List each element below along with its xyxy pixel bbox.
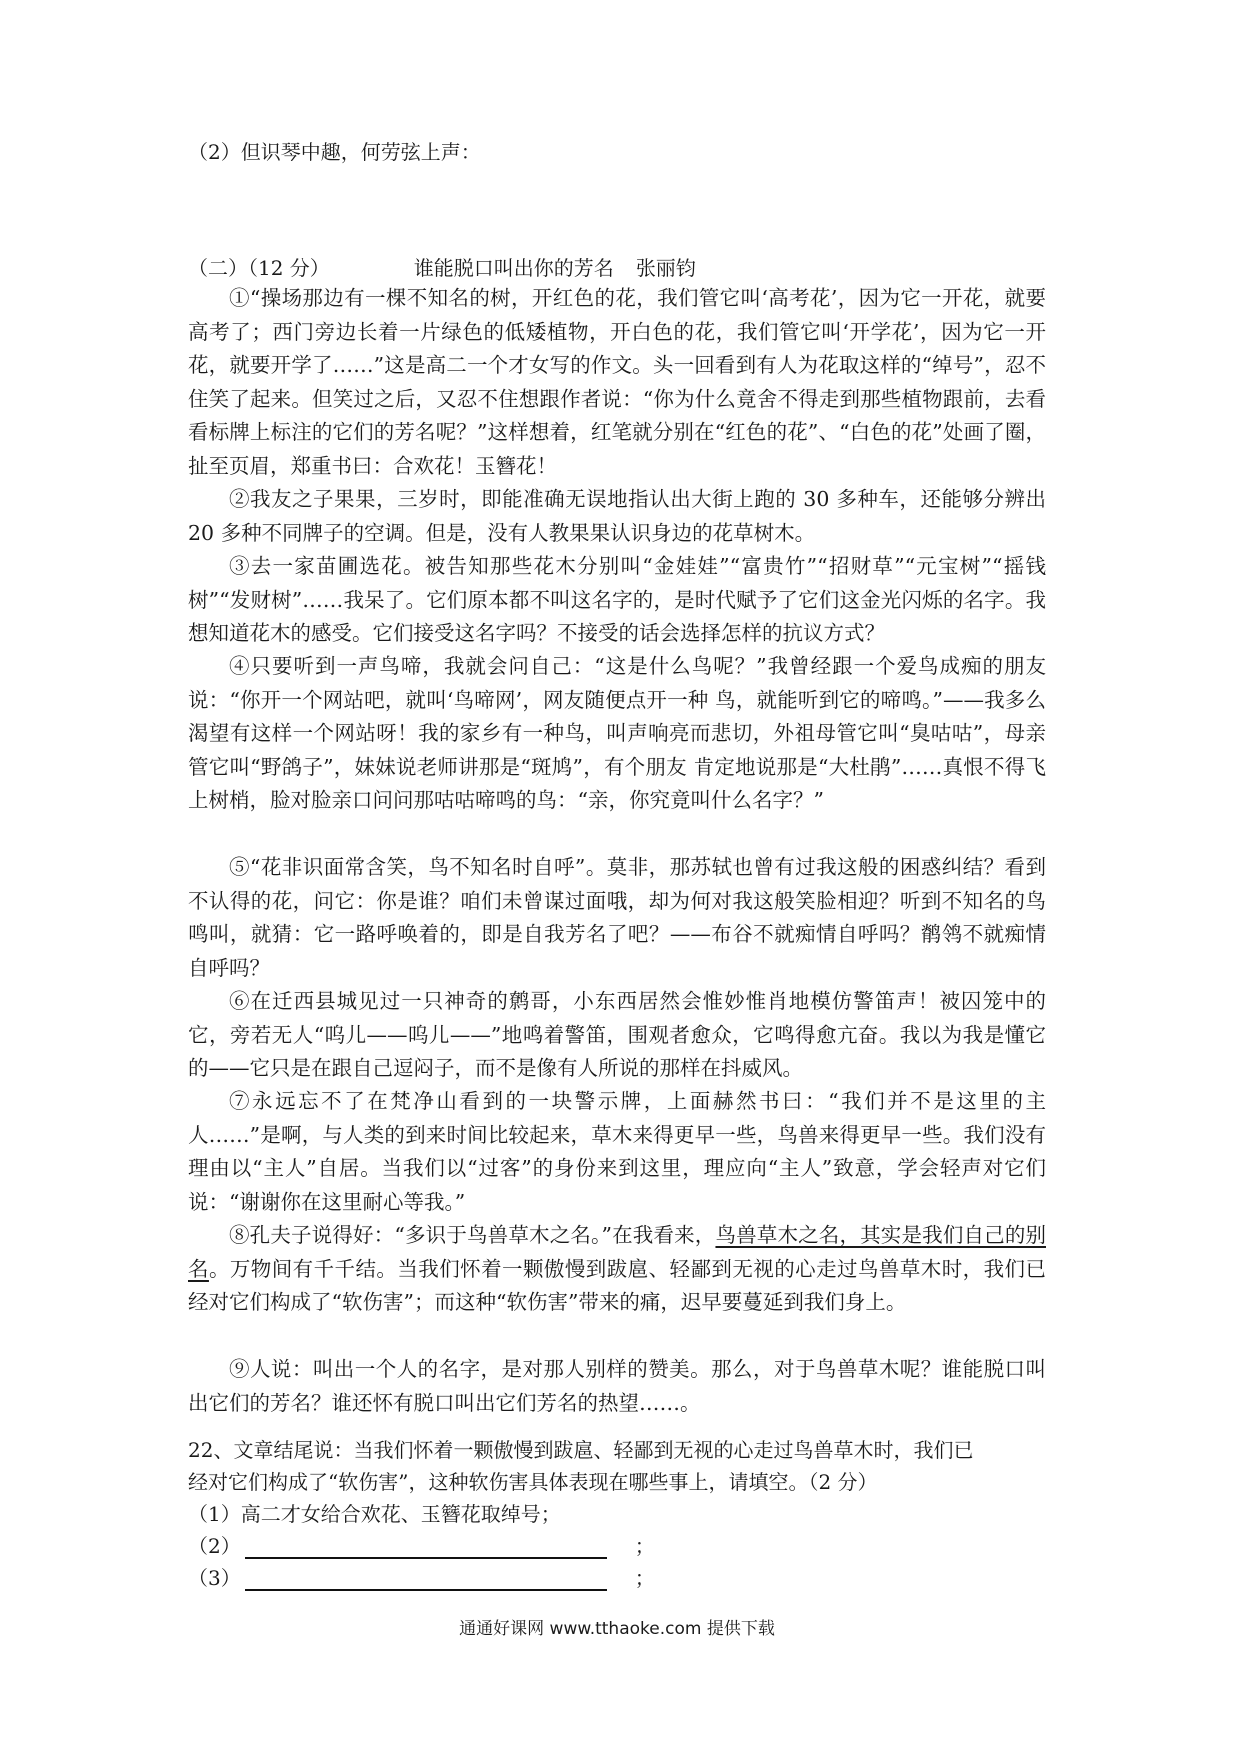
question-22-item-3 — [188, 1562, 655, 1594]
item-2-label: （2） — [188, 1534, 241, 1558]
item-3-label: （3） — [188, 1566, 241, 1590]
paragraph-8-before: ⑧孔夫子说得好：“多识于鸟兽草木之名。”在我看来， — [229, 1223, 716, 1247]
article-author: 张丽钧 — [635, 256, 696, 280]
paragraph-8 — [188, 1219, 1046, 1320]
question-22-item-2 — [188, 1530, 655, 1562]
section-header — [188, 252, 696, 284]
article-title: 谁能脱口叫出你的芳名 — [413, 256, 614, 280]
answer-blank-2[interactable] — [245, 1537, 607, 1559]
paragraph-1: ①“操场那边有一棵不知名的树，开红色的花，我们管它叫‘高考花’，因为它一开花，就要高考了；西门旁边长着一片绿色的低矮植物，开白色的花，我们管它叫‘开学花’，因为它一开花，就要开学了……”这是高二一个才女写的作文。头一回看到有人为花取这样的“绰号”，忍不住笑了起来。但笑过之后，又忍不住想跟作者说：“你为什么竟舍不得走到那些植物跟前，去看看标牌上标注的它们的芳名呢？”这样想着，红笔就分别在“红色的花”、“白色的花”处画了圈，扯至页眉，郑重书曰：合欢花！玉簪花！ — [188, 286, 1046, 478]
paragraph-3: ③去一家苗圃选花。被告知那些花木分别叫“金娃娃”“富贵竹”“招财草”“元宝树”“摇钱树”“发财树”……我呆了。它们原本都不叫这名字的，是时代赋予了它们这金光闪烁的名字。我想知道花木的感受。它们接受这名字吗？不接受的话会选择怎样的抗议方式？ — [188, 554, 1046, 645]
item-2-semicolon: ； — [634, 1534, 655, 1558]
answer-blank-3[interactable] — [245, 1569, 607, 1591]
question-22-stem-line-1: 22、文章结尾说：当我们怀着一颗傲慢到跋扈、轻鄙到无视的心走过鸟兽草木时，我们已 — [188, 1438, 974, 1462]
paragraph-7: ⑦永远忘不了在梵净山看到的一块警示牌，上面赫然书曰：“我们并不是这里的主人……”是啊，与人类的到来时间比较起来，草木来得更早一些，鸟兽来得更早一些。我们没有理由以“主人”自居。当我们以“过客”的身份来到这里，理应向“主人”致意，学会轻声对它们说：“谢谢你在这里耐心等我。” — [188, 1089, 1046, 1214]
item-3-semicolon: ； — [634, 1566, 655, 1590]
section-label: （二）（12 分） — [188, 256, 330, 280]
question-2-line: （2）但识琴中趣，何劳弦上声： — [188, 140, 481, 164]
paragraph-4: ④只要听到一声鸟啼，我就会问自己：“这是什么鸟呢？”我曾经跟一个爱鸟成痴的朋友说：“你开一个网站吧，就叫‘鸟啼网’，网友随便点开一种 鸟，就能听到它的啼鸣。”——我多么渴望有这样一个网站呀！我的家乡有一种鸟，叫声响亮而悲切，外祖母管它叫“臭咕咕”，母亲管它叫“野鸽子”，妹妹说老师讲那是“斑鸠”，有个朋友 肯定地说那是“大杜鹃”……真恨不得飞上树梢，脸对脸亲口问问那咕咕啼鸣的鸟：“亲，你究竟叫什么名字？” — [188, 654, 1046, 812]
paragraph-5: ⑤“花非识面常含笑，鸟不知名时自呼”。莫非，那苏轼也曾有过我这般的困惑纠结？看到不认得的花，问它：你是谁？咱们未曾谋过面哦，却为何对我这般笑脸相迎？听到不知名的鸟鸣叫，就猜：它一路呼唤着的，即是自我芳名了吧？——布谷不就痴情自呼吗？鹡鸰不就痴情自呼吗？ — [188, 855, 1046, 980]
paragraph-8-after: 。万物间有千千结。当我们怀着一颗傲慢到跋扈、轻鄙到无视的心走过鸟兽草木时，我们已经对它们构成了“软伤害”；而这种“软伤害”带来的痛，迟早要蔓延到我们身上。 — [188, 1256, 1046, 1314]
page-footer: 通通好课网 www.tthaoke.com 提供下载 — [459, 1619, 775, 1639]
paragraph-8-underlined: 鸟兽草木之名，其实是我们自己的别名 — [188, 1223, 1046, 1281]
paragraph-9: ⑨人说：叫出一个人的名字，是对那人别样的赞美。那么，对于鸟兽草木呢？谁能脱口叫出它们的芳名？谁还怀有脱口叫出它们芳名的热望……。 — [188, 1357, 1046, 1415]
question-22-item-1: （1）高二才女给合欢花、玉簪花取绰号； — [188, 1502, 561, 1526]
question-22-stem-line-2: 经对它们构成了“软伤害”，这种软伤害具体表现在哪些事上，请填空。（2 分） — [188, 1470, 878, 1494]
paragraph-6: ⑥在迁西县城见过一只神奇的鹩哥，小东西居然会惟妙惟肖地模仿警笛声！被囚笼中的它，旁若无人“呜儿——呜儿——”地鸣着警笛，围观者愈众，它鸣得愈亢奋。我以为我是懂它的——它只是在跟自己逗闷子，而不是像有人所说的那样在抖威风。 — [188, 989, 1046, 1080]
paragraph-2: ②我友之子果果，三岁时，即能准确无误地指认出大街上跑的 30 多种车，还能够分辨出 20 多种不同牌子的空调。但是，没有人教果果认识身边的花草树木。 — [188, 487, 1046, 545]
